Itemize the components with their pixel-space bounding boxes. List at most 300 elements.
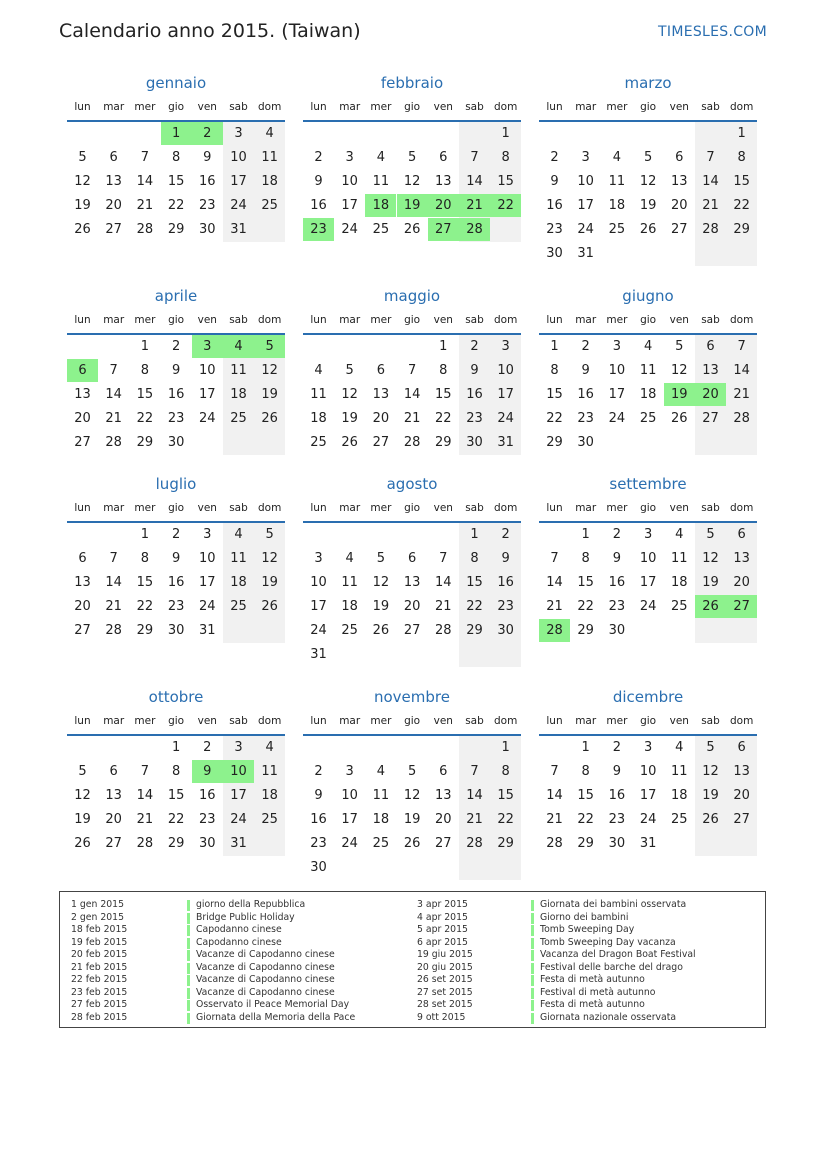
day-cell: 22 [577,812,594,827]
holiday-date: 19 giu 2015 [417,949,473,960]
holiday-marker [531,988,534,999]
day-cell: 13 [671,174,688,189]
day-cell: 5 [78,150,87,165]
legend-row [60,899,760,912]
day-cell: 22 [167,198,185,213]
holiday-date: 6 apr 2015 [417,936,468,948]
day-cell: 13 [435,174,452,189]
day-cell: 15 [136,387,154,402]
day-cell: 1 [581,527,590,542]
day-cell: 9 [470,363,479,378]
day-cell: 21 [136,812,154,827]
day-cell: 7 [109,363,118,378]
month-name: luglio [155,475,197,493]
day-cell: 22 [466,599,483,614]
holiday-day-cell: 19 [664,383,695,406]
day-cell: 29 [167,836,185,851]
day-cell: 19 [403,812,421,827]
day-cell: 8 [581,551,590,566]
month-maggio [303,287,525,487]
day-cell: 1 [140,339,150,354]
day-cell: 22 [167,812,185,827]
holiday-day-cell: 23 [303,218,334,241]
day-cell: 15 [167,174,185,189]
day-cell: 3 [612,339,622,354]
day-cell: 23 [608,812,626,827]
day-cell: 28 [136,222,154,237]
weekday-label: lun [310,502,327,514]
legend-row [60,962,760,975]
day-cell: 11 [671,764,688,779]
day-cell: 2 [470,339,479,354]
day-cell: 18 [341,599,358,614]
holiday-date: 27 feb 2015 [71,999,128,1010]
day-cell: 20 [435,812,452,827]
day-cell: 12 [261,363,278,378]
day-cell: 29 [466,623,483,638]
day-cell: 19 [639,198,657,213]
legend-row [60,912,760,925]
day-cell: 1 [439,339,448,354]
day-cell: 13 [105,788,122,803]
day-cell: 25 [671,812,688,827]
weekday-label: ven [197,502,217,514]
day-cell: 12 [671,363,688,378]
day-cell: 2 [501,527,510,542]
holiday-marker [531,950,534,961]
day-cell: 12 [702,764,719,779]
day-cell: 27 [105,836,122,851]
day-cell: 4 [234,527,243,542]
holiday-name: Vacanze di Capodanno cinese [196,986,335,998]
day-cell: 8 [550,363,559,378]
weekday-label: ven [433,502,453,514]
day-cell: 16 [577,387,594,402]
holiday-day-cell: 19 [397,194,428,217]
weekday-label: mar [575,101,597,113]
day-cell: 24 [230,812,247,827]
day-cell: 21 [733,387,750,402]
day-cell: 1 [581,740,590,755]
weekday-label: gio [168,314,185,326]
day-cell: 30 [199,222,216,237]
holiday-date: 9 ott 2015 [417,1011,466,1023]
day-cell: 18 [671,575,688,590]
month-name: giugno [622,287,674,305]
weekday-label: dom [258,715,282,727]
day-cell: 11 [671,551,688,566]
month-name: ottobre [148,688,204,706]
day-cell: 9 [550,174,559,189]
day-cell: 2 [612,527,622,542]
day-cell: 5 [706,527,715,542]
day-cell: 25 [341,623,358,638]
day-cell: 27 [105,222,122,237]
day-cell: 1 [140,527,150,542]
day-cell: 8 [501,150,510,165]
holiday-day-cell: 20 [428,194,459,217]
day-cell: 19 [261,575,278,590]
weekday-label: gio [404,101,421,113]
holiday-date: 1 gen 2015 [71,899,124,910]
day-cell: 3 [345,764,354,779]
day-cell: 10 [639,551,657,566]
weekday-label: mer [134,314,156,326]
weekday-label: ven [433,715,453,727]
day-cell: 5 [643,150,653,165]
holiday-day-cell: 9 [192,760,223,783]
day-cell: 9 [171,363,181,378]
legend-row [60,924,760,937]
day-cell: 26 [403,222,421,237]
day-cell: 10 [639,764,657,779]
day-cell: 9 [612,764,622,779]
day-cell: 27 [671,222,688,237]
holiday-date: 19 feb 2015 [71,936,128,948]
weekday-label: lun [546,502,563,514]
day-cell: 25 [261,198,278,213]
day-cell: 31 [199,623,216,638]
weekday-label: mer [606,715,628,727]
weekday-label: gio [640,314,657,326]
day-cell: 12 [341,387,358,402]
day-cell: 14 [403,387,421,402]
day-cell: 30 [546,246,563,261]
day-cell: 19 [702,575,719,590]
day-cell: 12 [403,174,421,189]
weekday-label: dom [730,502,754,514]
day-cell: 13 [435,788,452,803]
day-cell: 18 [230,387,247,402]
day-cell: 3 [234,740,243,755]
day-cell: 15 [577,575,594,590]
day-cell: 14 [546,575,563,590]
day-cell: 14 [105,575,122,590]
day-cell: 17 [199,387,216,402]
day-cell: 8 [501,764,510,779]
day-cell: 11 [372,174,390,189]
day-cell: 14 [733,363,750,378]
day-cell: 5 [265,527,274,542]
day-cell: 12 [639,174,657,189]
day-cell: 23 [466,411,483,426]
day-cell: 30 [466,435,483,450]
legend-row [60,999,760,1012]
day-cell: 12 [403,788,421,803]
day-cell: 6 [407,551,417,566]
weekday-label: lun [546,314,563,326]
day-cell: 25 [310,435,327,450]
page-title: Calendario anno 2015. (Taiwan) [59,20,361,42]
weekday-label: gio [168,101,185,113]
day-cell: 14 [466,788,483,803]
day-cell: 27 [372,435,390,450]
day-cell: 19 [702,788,719,803]
day-cell: 8 [439,363,448,378]
day-cell: 3 [314,551,323,566]
day-cell: 4 [376,764,386,779]
holiday-day-cell: 20 [695,383,726,406]
day-cell: 6 [737,740,746,755]
day-cell: 23 [167,599,185,614]
day-cell: 21 [546,812,563,827]
holiday-day-cell: 26 [695,595,726,618]
day-cell: 6 [78,551,87,566]
day-cell: 19 [341,411,358,426]
header-divider [539,120,757,122]
holiday-name: Bridge Public Holiday [196,911,295,923]
day-cell: 4 [643,339,653,354]
holiday-name: Festival delle barche del drago [540,961,683,973]
month-name: maggio [383,287,441,305]
day-cell: 24 [341,836,358,851]
holiday-name: Festa di metà autunno [540,999,645,1010]
legend-row [60,1012,760,1025]
day-cell: 22 [497,812,514,827]
day-cell: 14 [702,174,719,189]
day-cell: 30 [167,623,185,638]
day-cell: 13 [733,764,750,779]
holiday-name: Vacanza del Dragon Boat Festival [540,949,696,960]
day-cell: 25 [261,812,278,827]
weekday-label: sab [229,715,248,727]
day-cell: 23 [546,222,563,237]
holiday-name: Tomb Sweeping Day [540,924,635,935]
day-cell: 20 [733,788,750,803]
weekday-label: mer [370,502,392,514]
day-cell: 15 [733,174,750,189]
day-cell: 25 [639,411,657,426]
holiday-date: 23 feb 2015 [71,986,128,998]
brand-link[interactable]: TIMESLES.COM [658,24,767,40]
day-cell: 26 [261,411,278,426]
holiday-name: Festival di metà autunno [540,986,656,998]
day-cell: 3 [234,126,243,141]
day-cell: 12 [372,575,390,590]
day-cell: 29 [167,222,185,237]
day-cell: 10 [497,363,514,378]
day-cell: 31 [577,246,594,261]
day-cell: 7 [470,764,479,779]
holiday-date: 18 feb 2015 [71,924,128,935]
day-cell: 2 [612,740,622,755]
day-cell: 16 [546,198,563,213]
holiday-name: Capodanno cinese [196,924,282,935]
weekday-label: mer [134,502,156,514]
month-name: settembre [609,475,687,493]
day-cell: 25 [671,599,688,614]
weekday-label: dom [494,502,518,514]
day-cell: 11 [310,387,327,402]
weekday-label: sab [229,314,248,326]
weekday-label: mer [370,101,392,113]
day-cell: 18 [639,387,657,402]
day-cell: 23 [199,198,216,213]
day-cell: 9 [203,150,212,165]
day-cell: 4 [265,740,274,755]
weekday-label: dom [258,101,282,113]
day-cell: 30 [497,623,514,638]
day-cell: 8 [470,551,479,566]
day-cell: 2 [314,150,323,165]
day-cell: 2 [171,339,181,354]
day-cell: 23 [310,836,327,851]
day-cell: 11 [639,363,657,378]
weekday-label: mar [575,314,597,326]
day-cell: 8 [737,150,746,165]
day-cell: 15 [136,575,154,590]
day-cell: 19 [74,198,91,213]
day-cell: 4 [345,551,354,566]
holiday-day-cell: 22 [490,194,521,217]
day-cell: 31 [639,836,657,851]
holiday-day-cell: 2 [192,122,223,145]
day-cell: 6 [706,339,715,354]
day-cell: 3 [203,527,212,542]
weekday-label: lun [310,101,327,113]
day-cell: 29 [577,623,594,638]
day-cell: 5 [706,740,715,755]
month-marzo [539,74,761,274]
weekday-label: ven [433,314,453,326]
legend-row [60,949,760,962]
day-cell: 28 [435,623,452,638]
day-cell: 24 [639,812,657,827]
day-cell: 16 [466,387,483,402]
day-cell: 21 [403,411,421,426]
day-cell: 20 [671,198,688,213]
day-cell: 21 [435,599,452,614]
month-name: marzo [624,74,672,92]
day-cell: 7 [407,363,417,378]
day-cell: 30 [577,435,594,450]
day-cell: 6 [109,150,118,165]
weekday-label: ven [669,502,689,514]
weekday-label: gio [168,502,185,514]
day-cell: 27 [74,435,91,450]
day-cell: 5 [376,551,386,566]
day-cell: 20 [105,198,122,213]
day-cell: 19 [261,387,278,402]
day-cell: 13 [74,575,91,590]
holiday-marker [531,1000,534,1011]
month-luglio [67,475,289,675]
day-cell: 23 [199,812,216,827]
weekday-label: sab [465,715,484,727]
day-cell: 25 [230,599,247,614]
weekday-label: mer [370,715,392,727]
day-cell: 17 [639,788,657,803]
day-cell: 24 [608,411,626,426]
weekday-label: dom [494,101,518,113]
weekday-label: sab [229,502,248,514]
day-cell: 18 [608,198,626,213]
weekday-label: mar [103,101,125,113]
day-cell: 15 [577,788,594,803]
day-cell: 24 [199,599,216,614]
day-cell: 4 [376,150,386,165]
day-cell: 16 [608,788,626,803]
weekday-label: lun [310,715,327,727]
holiday-date: 27 set 2015 [417,986,473,998]
weekday-label: lun [74,314,91,326]
day-cell: 12 [261,551,278,566]
month-giugno [539,287,761,487]
day-cell: 25 [372,222,390,237]
day-cell: 7 [140,150,150,165]
weekday-label: dom [730,101,754,113]
day-cell: 20 [733,575,750,590]
day-cell: 15 [546,387,563,402]
day-cell: 17 [577,198,594,213]
day-cell: 23 [608,599,626,614]
weekday-label: mar [103,715,125,727]
holiday-date: 20 feb 2015 [71,949,128,960]
day-cell: 1 [501,126,510,141]
month-agosto [303,475,525,675]
holiday-day-cell: 18 [365,194,396,217]
day-cell: 16 [167,575,185,590]
day-cell: 20 [74,599,91,614]
day-cell: 11 [230,551,247,566]
day-cell: 7 [140,764,150,779]
day-cell: 8 [140,363,150,378]
day-cell: 31 [497,435,514,450]
day-cell: 4 [675,740,684,755]
day-cell: 16 [167,387,185,402]
weekday-label: dom [258,314,282,326]
weekday-label: lun [546,101,563,113]
month-name: novembre [374,688,450,706]
day-cell: 7 [737,339,746,354]
day-cell: 12 [702,551,719,566]
day-cell: 3 [501,339,510,354]
day-cell: 24 [497,411,514,426]
day-cell: 17 [639,575,657,590]
weekday-label: lun [310,314,327,326]
day-cell: 24 [577,222,594,237]
weekday-label: gio [168,715,185,727]
holiday-date: 28 set 2015 [417,999,473,1010]
day-cell: 30 [608,836,626,851]
day-cell: 27 [74,623,91,638]
day-cell: 13 [74,387,91,402]
day-cell: 19 [372,599,390,614]
holiday-date: 4 apr 2015 [417,911,468,923]
day-cell: 23 [577,411,594,426]
holiday-marker [531,925,534,936]
weekday-label: mar [103,502,125,514]
day-cell: 7 [550,764,559,779]
holiday-date: 5 apr 2015 [417,924,468,935]
weekday-label: sab [701,314,720,326]
day-cell: 5 [407,764,417,779]
day-cell: 18 [671,788,688,803]
day-cell: 11 [230,363,247,378]
weekday-label: mar [339,101,361,113]
day-cell: 4 [675,527,684,542]
weekday-label: lun [74,715,91,727]
day-cell: 17 [230,174,247,189]
day-cell: 17 [341,198,358,213]
day-cell: 26 [341,435,358,450]
weekday-label: dom [494,715,518,727]
day-cell: 18 [310,411,327,426]
weekday-label: mer [134,101,156,113]
weekday-label: mar [575,715,597,727]
day-cell: 9 [501,551,510,566]
month-name: agosto [386,475,438,493]
